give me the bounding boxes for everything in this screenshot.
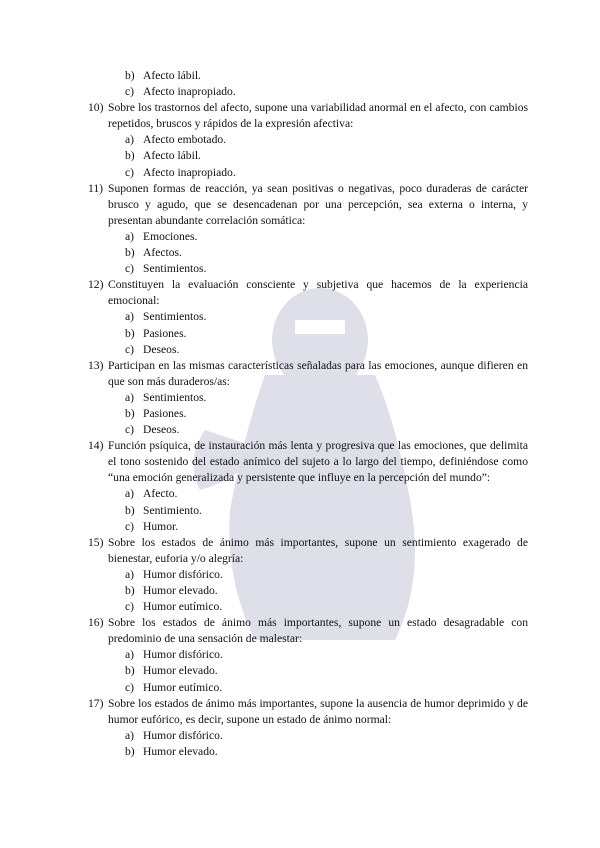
option-text: Humor disfórico.	[143, 648, 223, 662]
answer-option	[88, 647, 528, 663]
option-letter: b)	[125, 503, 135, 517]
option-text: Pasiones.	[143, 326, 187, 340]
question-text: Suponen formas de reacción, ya sean positivas o negativas, poco duraderas de carácter brusco y agudo, que se desencadenan por una percepción, sea externa o interna, y presentan abundante correlación somática:	[108, 181, 528, 227]
answer-option	[88, 68, 528, 84]
question-number: 12)	[88, 278, 104, 292]
option-letter: a)	[125, 133, 135, 147]
option-letter: c)	[125, 165, 135, 179]
option-text: Sentimientos.	[143, 262, 207, 276]
option-letter: b)	[125, 149, 135, 163]
question	[88, 277, 528, 309]
answer-option	[88, 599, 528, 615]
option-text: Afecto inapropiado.	[143, 165, 236, 179]
option-letter: b)	[125, 744, 135, 758]
option-letter: a)	[125, 229, 135, 243]
answer-option	[88, 567, 528, 583]
option-letter: b)	[125, 664, 135, 678]
answer-option	[88, 148, 528, 164]
option-letter: c)	[125, 262, 135, 276]
option-text: Afecto.	[143, 487, 178, 501]
question	[88, 358, 528, 390]
option-letter: a)	[125, 390, 135, 404]
option-text: Humor disfórico.	[143, 567, 223, 581]
question	[88, 100, 528, 132]
answer-option	[88, 680, 528, 696]
option-text: Afecto lábil.	[143, 149, 201, 163]
option-text: Humor elevado.	[143, 584, 218, 597]
question-number: 16)	[88, 616, 104, 630]
answer-option	[88, 84, 528, 100]
option-text: Sentimiento.	[143, 503, 202, 517]
option-text: Emociones.	[143, 229, 198, 243]
option-letter: a)	[125, 487, 135, 501]
option-text: Humor elevado.	[143, 744, 218, 758]
question	[88, 181, 528, 229]
answer-option	[88, 245, 528, 261]
answer-option	[88, 519, 528, 535]
answer-option	[88, 744, 528, 760]
questions-content	[88, 68, 528, 760]
answer-option	[88, 583, 528, 599]
question-text: Función psíquica, de instauración más lenta y progresiva que las emociones, que delimita el tono sostenido del estado anímico del sujeto a lo largo del tiempo, definiéndose como “una emoción generalizada y persistente que influye en la percepción del mundo”:	[108, 439, 528, 485]
answer-option	[88, 390, 528, 406]
option-letter: a)	[125, 310, 135, 324]
question-number: 17)	[88, 696, 104, 710]
option-text: Sentimientos.	[143, 310, 207, 324]
question	[88, 535, 528, 567]
option-text: Afecto lábil.	[143, 69, 201, 82]
option-letter: a)	[125, 648, 135, 662]
option-text: Pasiones.	[143, 406, 187, 420]
option-letter: a)	[125, 567, 135, 581]
answer-option	[88, 406, 528, 422]
question-number: 13)	[88, 358, 104, 372]
option-text: Humor disfórico.	[143, 728, 223, 742]
question-number: 11)	[88, 181, 104, 195]
option-letter: c)	[125, 680, 135, 694]
option-text: Deseos.	[143, 423, 180, 437]
question-number: 14)	[88, 439, 104, 453]
option-letter: b)	[125, 584, 135, 597]
option-text: Afectos.	[143, 246, 182, 260]
option-letter: c)	[125, 600, 135, 614]
question	[88, 696, 528, 728]
question-text: Constituyen la evaluación consciente y subjetiva que hacemos de la experiencia emocional:	[108, 278, 528, 308]
answer-option	[88, 422, 528, 438]
option-text: Sentimientos.	[143, 390, 207, 404]
question-text: Sobre los trastornos del afecto, supone una variabilidad anormal en el afecto, con cambios repetidos, bruscos y rápidos de la expresión afectiva:	[108, 101, 528, 131]
option-letter: a)	[125, 728, 135, 742]
option-letter: c)	[125, 85, 135, 99]
question	[88, 615, 528, 647]
option-letter: b)	[125, 69, 135, 82]
answer-option	[88, 503, 528, 519]
answer-option	[88, 728, 528, 744]
answer-option	[88, 229, 528, 245]
option-letter: b)	[125, 406, 135, 420]
option-text: Humor eutímico.	[143, 600, 223, 614]
question-text: Sobre los estados de ánimo más importantes, supone la ausencia de humor deprimido y de humor eufórico, es decir, supone un estado de ánimo normal:	[108, 696, 528, 726]
option-letter: c)	[125, 519, 135, 533]
question-number: 15)	[88, 535, 104, 549]
option-letter: b)	[125, 326, 135, 340]
answer-option	[88, 486, 528, 502]
question-text: Sobre los estados de ánimo más importantes, supone un sentimiento exagerado de bienestar, euforia y/o alegría:	[108, 535, 528, 565]
option-text: Humor elevado.	[143, 664, 218, 678]
question	[88, 438, 528, 486]
answer-option	[88, 309, 528, 325]
option-text: Deseos.	[143, 342, 180, 356]
option-letter: c)	[125, 423, 135, 437]
answer-option	[88, 261, 528, 277]
answer-option	[88, 132, 528, 148]
question-number: 10)	[88, 101, 104, 115]
option-text: Afecto inapropiado.	[143, 85, 236, 99]
answer-option	[88, 342, 528, 358]
option-letter: b)	[125, 246, 135, 260]
question-text: Sobre los estados de ánimo más importantes, supone un estado desagradable con predominio de una sensación de malestar:	[108, 616, 528, 646]
option-letter: c)	[125, 342, 135, 356]
answer-option	[88, 663, 528, 679]
question-text: Participan en las mismas características señaladas para las emociones, aunque difieren en que son más duraderos/as:	[108, 358, 528, 388]
answer-option	[88, 326, 528, 342]
answer-option	[88, 165, 528, 181]
option-text: Humor eutímico.	[143, 680, 223, 694]
option-text: Humor.	[143, 519, 179, 533]
option-text: Afecto embotado.	[143, 133, 227, 147]
